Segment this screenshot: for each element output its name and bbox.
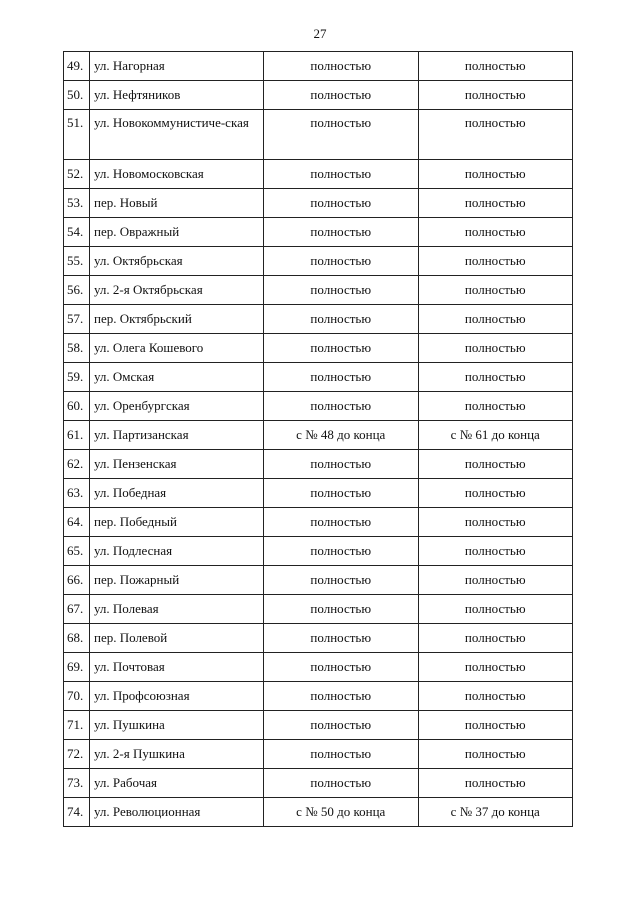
coverage-cell: полностью xyxy=(264,334,419,363)
row-number: 73. xyxy=(64,769,90,798)
coverage-cell: полностью xyxy=(418,711,573,740)
coverage-cell: полностью xyxy=(418,363,573,392)
street-name: ул. Олега Кошевого xyxy=(90,334,264,363)
coverage-cell: полностью xyxy=(418,218,573,247)
street-name: ул. 2-я Пушкина xyxy=(90,740,264,769)
street-name: ул. Победная xyxy=(90,479,264,508)
street-name: пер. Победный xyxy=(90,508,264,537)
table-row xyxy=(64,189,573,218)
street-name: ул. Нагорная xyxy=(90,52,264,81)
table-row xyxy=(64,450,573,479)
coverage-cell: полностью xyxy=(264,769,419,798)
coverage-cell: полностью xyxy=(264,247,419,276)
row-number: 51. xyxy=(64,110,90,160)
street-name: ул. Профсоюзная xyxy=(90,682,264,711)
table-row xyxy=(64,653,573,682)
coverage-cell: полностью xyxy=(418,276,573,305)
coverage-cell: полностью xyxy=(418,653,573,682)
coverage-cell: полностью xyxy=(418,769,573,798)
table-row xyxy=(64,769,573,798)
row-number: 63. xyxy=(64,479,90,508)
table-row xyxy=(64,218,573,247)
table-row xyxy=(64,363,573,392)
row-number: 50. xyxy=(64,81,90,110)
coverage-cell: с № 61 до конца xyxy=(418,421,573,450)
row-number: 59. xyxy=(64,363,90,392)
table-row xyxy=(64,392,573,421)
street-name: пер. Овражный xyxy=(90,218,264,247)
street-name: пер. Полевой xyxy=(90,624,264,653)
coverage-cell: полностью xyxy=(418,334,573,363)
street-name: ул. Омская xyxy=(90,363,264,392)
row-number: 74. xyxy=(64,798,90,827)
table-row xyxy=(64,508,573,537)
table-row xyxy=(64,682,573,711)
row-number: 67. xyxy=(64,595,90,624)
coverage-cell: полностью xyxy=(418,508,573,537)
coverage-cell: полностью xyxy=(264,305,419,334)
street-name: ул. Нефтяников xyxy=(90,81,264,110)
table-row xyxy=(64,740,573,769)
coverage-cell: полностью xyxy=(418,450,573,479)
table-row xyxy=(64,276,573,305)
coverage-cell: полностью xyxy=(264,110,419,160)
row-number: 57. xyxy=(64,305,90,334)
row-number: 54. xyxy=(64,218,90,247)
coverage-cell: полностью xyxy=(264,508,419,537)
coverage-cell: полностью xyxy=(418,110,573,160)
coverage-cell: полностью xyxy=(418,52,573,81)
streets-table-body xyxy=(64,52,573,827)
table-row xyxy=(64,81,573,110)
coverage-cell: полностью xyxy=(264,363,419,392)
table-row xyxy=(64,110,573,160)
row-number: 70. xyxy=(64,682,90,711)
row-number: 65. xyxy=(64,537,90,566)
coverage-cell: полностью xyxy=(264,81,419,110)
street-name: ул. Пензенская xyxy=(90,450,264,479)
table-row xyxy=(64,711,573,740)
street-name: ул. Октябрьская xyxy=(90,247,264,276)
coverage-cell: с № 50 до конца xyxy=(264,798,419,827)
table-row xyxy=(64,160,573,189)
row-number: 52. xyxy=(64,160,90,189)
table-row xyxy=(64,566,573,595)
coverage-cell: полностью xyxy=(418,566,573,595)
coverage-cell: полностью xyxy=(418,160,573,189)
street-name: ул. Рабочая xyxy=(90,769,264,798)
street-name: ул. Новомосковская xyxy=(90,160,264,189)
coverage-cell: полностью xyxy=(418,479,573,508)
row-number: 53. xyxy=(64,189,90,218)
coverage-cell: полностью xyxy=(264,682,419,711)
table-row xyxy=(64,52,573,81)
coverage-cell: полностью xyxy=(418,189,573,218)
street-name: пер. Октябрьский xyxy=(90,305,264,334)
coverage-cell: полностью xyxy=(264,595,419,624)
coverage-cell: полностью xyxy=(264,711,419,740)
coverage-cell: полностью xyxy=(264,52,419,81)
row-number: 66. xyxy=(64,566,90,595)
coverage-cell: полностью xyxy=(418,305,573,334)
page-number: 27 xyxy=(313,26,327,41)
coverage-cell: полностью xyxy=(264,160,419,189)
street-name: ул. Подлесная xyxy=(90,537,264,566)
coverage-cell: полностью xyxy=(264,189,419,218)
table-row xyxy=(64,537,573,566)
coverage-cell: полностью xyxy=(418,740,573,769)
coverage-cell: полностью xyxy=(418,247,573,276)
row-number: 71. xyxy=(64,711,90,740)
table-row xyxy=(64,305,573,334)
table-row xyxy=(64,479,573,508)
coverage-cell: полностью xyxy=(264,276,419,305)
coverage-cell: полностью xyxy=(264,450,419,479)
street-name: ул. 2-я Октябрьская xyxy=(90,276,264,305)
street-name: ул. Партизанская xyxy=(90,421,264,450)
row-number: 72. xyxy=(64,740,90,769)
coverage-cell: полностью xyxy=(264,740,419,769)
coverage-cell: полностью xyxy=(264,653,419,682)
row-number: 69. xyxy=(64,653,90,682)
coverage-cell: полностью xyxy=(264,218,419,247)
coverage-cell: полностью xyxy=(264,566,419,595)
coverage-cell: полностью xyxy=(418,392,573,421)
coverage-cell: полностью xyxy=(418,595,573,624)
coverage-cell: полностью xyxy=(264,624,419,653)
coverage-cell: полностью xyxy=(418,81,573,110)
street-name: ул. Оренбургская xyxy=(90,392,264,421)
coverage-cell: полностью xyxy=(418,682,573,711)
coverage-cell: полностью xyxy=(418,624,573,653)
coverage-cell: полностью xyxy=(264,537,419,566)
street-name: ул. Революционная xyxy=(90,798,264,827)
streets-table xyxy=(63,51,573,827)
coverage-cell: полностью xyxy=(418,537,573,566)
street-name: ул. Почтовая xyxy=(90,653,264,682)
coverage-cell: с № 37 до конца xyxy=(418,798,573,827)
row-number: 61. xyxy=(64,421,90,450)
row-number: 68. xyxy=(64,624,90,653)
row-number: 49. xyxy=(64,52,90,81)
street-name: ул. Полевая xyxy=(90,595,264,624)
coverage-cell: с № 48 до конца xyxy=(264,421,419,450)
street-name: ул. Пушкина xyxy=(90,711,264,740)
table-row xyxy=(64,595,573,624)
row-number: 58. xyxy=(64,334,90,363)
row-number: 56. xyxy=(64,276,90,305)
street-name: пер. Новый xyxy=(90,189,264,218)
row-number: 64. xyxy=(64,508,90,537)
table-row xyxy=(64,624,573,653)
coverage-cell: полностью xyxy=(264,479,419,508)
table-row xyxy=(64,247,573,276)
street-name: ул. Новокоммунистиче-ская xyxy=(90,110,264,160)
coverage-cell: полностью xyxy=(264,392,419,421)
table-row xyxy=(64,798,573,827)
table-row xyxy=(64,421,573,450)
row-number: 62. xyxy=(64,450,90,479)
row-number: 60. xyxy=(64,392,90,421)
row-number: 55. xyxy=(64,247,90,276)
street-name: пер. Пожарный xyxy=(90,566,264,595)
table-row xyxy=(64,334,573,363)
